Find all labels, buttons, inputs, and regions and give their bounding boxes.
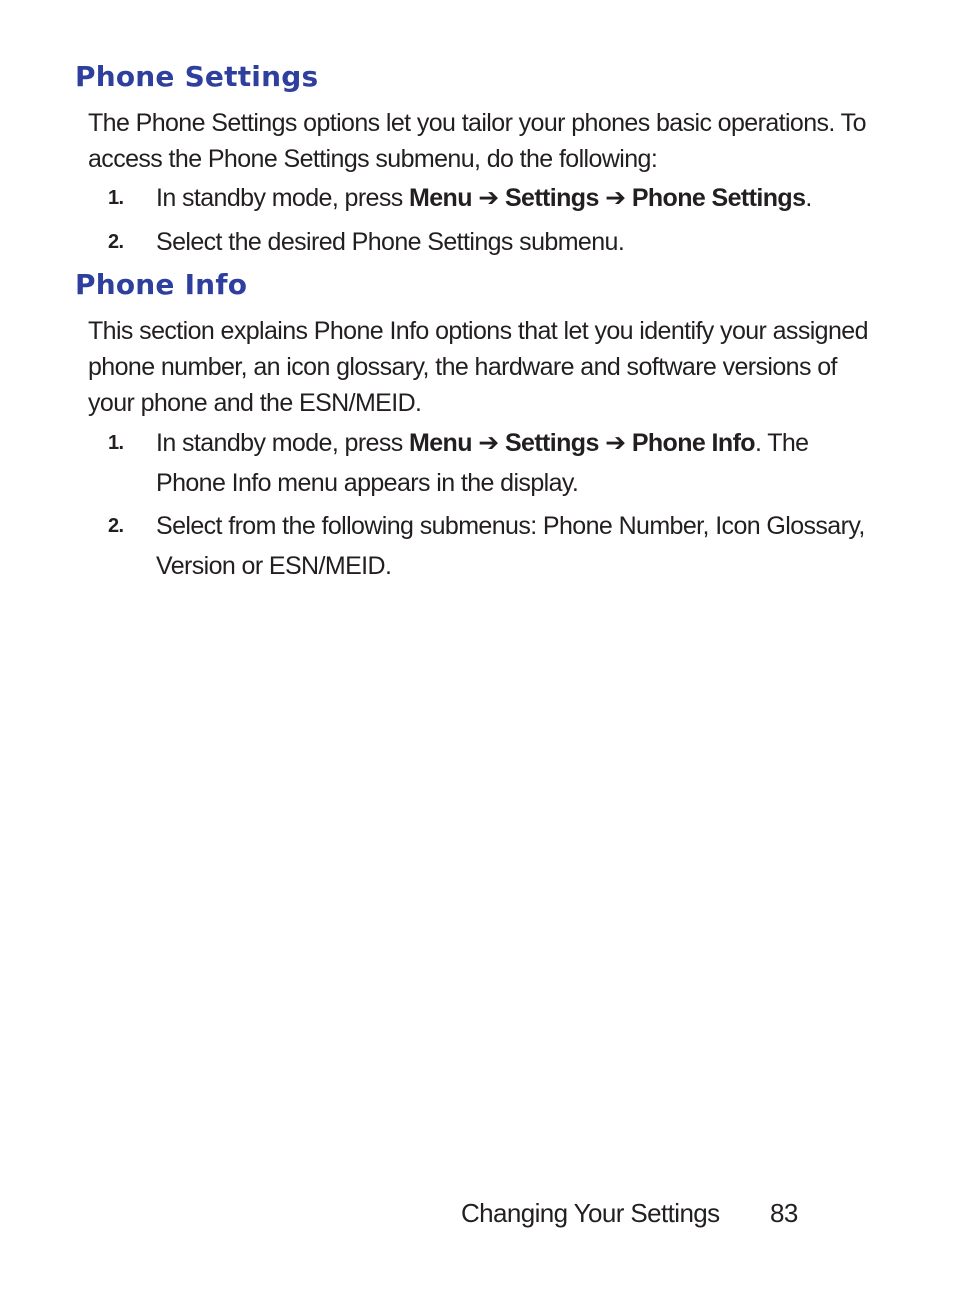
settings-label: Settings (504, 184, 599, 212)
step-number: 1. (108, 432, 124, 454)
arrow-icon: ➔ (598, 429, 632, 457)
phone-settings-intro: The Phone Settings options let you tailor your phones basic operations. To access the Phone Settings submenu, do the following: (88, 109, 866, 173)
arrow-icon: ➔ (471, 429, 505, 457)
step-number: 2. (108, 231, 124, 253)
phone-info-label: Phone Info (631, 429, 755, 457)
page-number: 83 (770, 1198, 798, 1228)
step-number: 2. (108, 515, 124, 537)
phone-info-intro: This section explains Phone Info options that let you identify your assigned phone number, an icon glossary, the hardware and software versions of your phone and the ESN/MEID. (88, 317, 868, 417)
arrow-icon: ➔ (471, 184, 505, 212)
step-text: Select the desired Phone Settings submenu. (156, 228, 625, 256)
step-number: 1. (108, 187, 124, 209)
step-text: In standby mode, press Menu ➔ Settings ➔ Phone Settings. (156, 184, 812, 212)
step-text: In standby mode, press Menu ➔ Settings ➔ Phone Info. The Phone Info menu appears in the display. (156, 429, 809, 497)
section-heading-phone-info: Phone Info (75, 268, 248, 301)
arrow-icon: ➔ (598, 184, 632, 212)
step-text: Select from the following submenus: Phone Number, Icon Glossary, Version or ESN/MEID. (156, 512, 865, 580)
menu-label: Menu (409, 429, 472, 457)
footer-section-title: Changing Your Settings (461, 1198, 720, 1228)
phone-settings-label: Phone Settings (631, 184, 806, 212)
menu-label: Menu (409, 184, 472, 212)
section-heading-phone-settings: Phone Settings (75, 60, 319, 93)
settings-label: Settings (504, 429, 599, 457)
